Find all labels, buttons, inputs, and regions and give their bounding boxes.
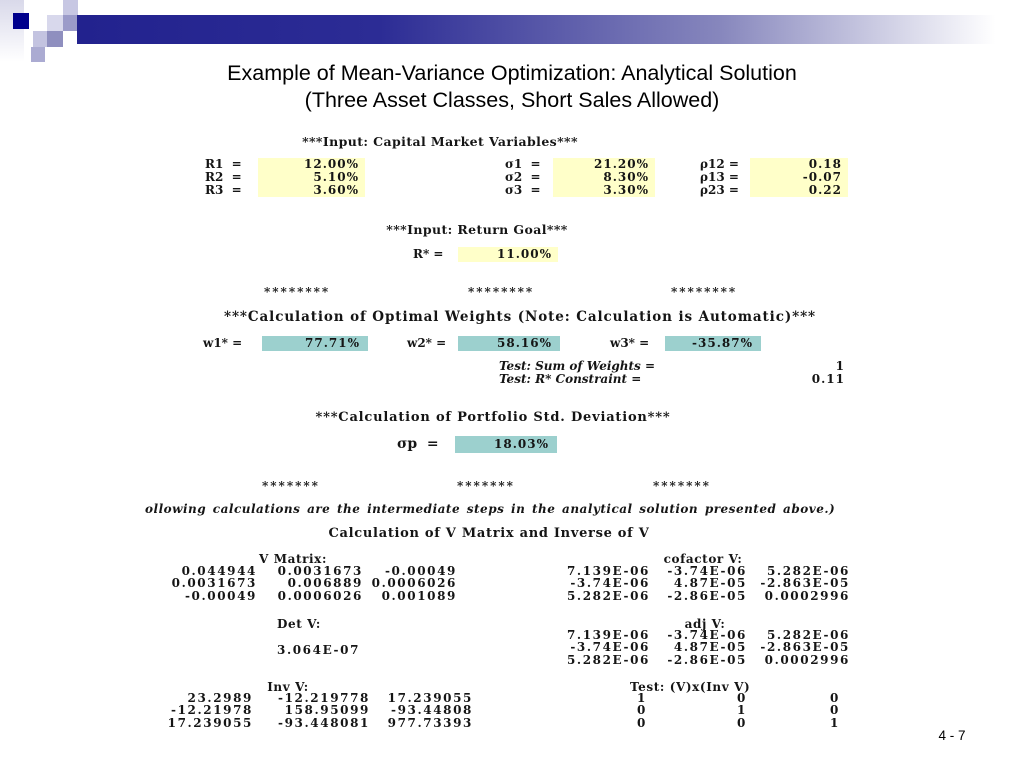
v-matrix-title: V Matrix: (259, 552, 327, 566)
matrix-cell: -2.863E-05 (760, 576, 850, 591)
matrix-cell: 7.139E-06 (566, 564, 650, 578)
std-dev-row (397, 436, 557, 453)
input-cell-sigma1: 21.20% (553, 158, 655, 171)
matrix-cell: 0 (737, 691, 747, 705)
matrix-cell: 0 (830, 703, 840, 718)
input-row-r3 (205, 184, 365, 197)
matrix-cell: 5.282E-06 (766, 628, 850, 642)
title-line-2: (Three Asset Classes, Short Sales Allowed) (304, 88, 720, 112)
v-matrix-grid (152, 565, 457, 602)
matrix-cell: 0.0031673 (277, 564, 363, 578)
cell-label: w1* = (203, 336, 243, 350)
matrix-cell: -2.86E-05 (667, 652, 747, 667)
input-cell-r2: 5.10% (258, 171, 365, 184)
matrix-cell: -3.74E-06 (667, 628, 747, 642)
cell-label: ρ13 = (700, 170, 739, 184)
inv-v-title: Inv V: (267, 680, 309, 694)
matrix-cell: -0.00049 (184, 588, 257, 603)
matrix-cell: -2.86E-05 (667, 588, 747, 603)
page-number: 4 - 7 (938, 728, 966, 743)
matrix-cell: 977.73393 (387, 715, 473, 730)
matrix-cell: 0 (637, 715, 647, 730)
det-v-value: 3.064E-07 (277, 643, 361, 657)
input-cell-r1: 12.00% (258, 158, 365, 171)
cofactor-matrix-title: cofactor V: (663, 552, 743, 566)
separator-asterisks: ******** (264, 285, 331, 299)
result-cell-w1: 77.71% (262, 336, 368, 351)
matrix-cell: 0.0002996 (764, 588, 850, 603)
cell-label: σ1 = (505, 157, 541, 171)
weight-row-w3 (610, 336, 761, 351)
matrix-cell: 5.282E-06 (566, 652, 650, 667)
matrix-cell: 0.0002996 (764, 652, 850, 667)
matrix-cell: -93.448081 (278, 715, 370, 730)
cell-label: w2* = (407, 336, 447, 350)
matrix-cell: 0.0006026 (371, 576, 457, 591)
matrix-cell: -3.74E-06 (667, 564, 747, 578)
cell-label: ρ12 = (700, 157, 739, 171)
inv-v-grid (148, 692, 473, 729)
cell-label: ρ23 = (700, 183, 739, 197)
input-cell-sigma3: 3.30% (553, 184, 655, 197)
cell-label: σ2 = (505, 170, 541, 184)
matrix-cell: -12.21978 (170, 703, 253, 718)
matrix-cell: 0 (637, 703, 647, 718)
matrix-cell: 0.0006026 (277, 588, 363, 603)
input-cell-rho12: 0.18 (750, 158, 848, 171)
test-sum-of-weights-value: 1 (835, 359, 845, 373)
matrix-cell: 0.0031673 (171, 576, 257, 591)
matrix-cell: 4.87E-05 (673, 576, 747, 591)
cell-label: R1 = (205, 157, 242, 171)
matrix-cell: -0.00049 (384, 564, 457, 578)
weight-row-w2 (407, 336, 560, 351)
input-row-sigma3 (505, 184, 655, 197)
matrix-cell: 5.282E-06 (766, 564, 850, 578)
matrix-cell: 17.239055 (167, 715, 253, 730)
matrix-cell: 5.282E-06 (566, 588, 650, 603)
test-rstar-constraint-value: 0.11 (811, 372, 845, 386)
separator-asterisks: ******** (468, 285, 535, 299)
adj-v-title: adj V: (684, 617, 726, 631)
section-header-std-dev: ***Calculation of Portfolio Std. Deviation*** (315, 410, 671, 425)
intermediate-steps-note: ollowing calculations are the intermediate steps in the analytical solution presented above.) (145, 502, 836, 516)
matrix-cell: 0.044944 (181, 564, 257, 578)
input-cell-rho23: 0.22 (750, 184, 848, 197)
result-cell-sigma-p: 18.03% (455, 436, 557, 453)
identity-test-title: Test: (V)x(Inv V) (630, 680, 751, 694)
matrix-cell: 0 (830, 691, 840, 705)
cell-label: R* = (413, 247, 444, 261)
matrix-cell: -3.74E-06 (570, 640, 650, 655)
cell-label: R3 = (205, 183, 242, 197)
matrix-cell: 0 (737, 715, 747, 730)
matrix-cell: 0.001089 (381, 588, 457, 603)
matrix-cell: 7.139E-06 (566, 628, 650, 642)
separator-asterisks: ******** (671, 285, 738, 299)
weight-row-w1 (203, 336, 368, 351)
section-header-v-matrix: Calculation of V Matrix and Inverse of V (328, 526, 650, 541)
section-header-weights: ***Calculation of Optimal Weights (Note: Calculation is Automatic)*** (224, 309, 816, 325)
section-header-cmv: ***Input: Capital Market Variables*** (302, 134, 578, 149)
matrix-cell: 17.239055 (387, 691, 473, 705)
matrix-cell: -93.44808 (390, 703, 473, 718)
result-cell-w3: -35.87% (665, 336, 761, 351)
identity-test-grid (547, 692, 840, 729)
input-cell-rstar: 11.00% (458, 247, 558, 262)
matrix-cell: 1 (830, 715, 840, 730)
input-cell-sigma2: 8.30% (553, 171, 655, 184)
matrix-cell: 1 (737, 703, 747, 718)
input-row-rho23 (700, 184, 848, 197)
test-sum-of-weights-label: Test: Sum of Weights = (499, 359, 656, 373)
input-cell-r3: 3.60% (258, 184, 365, 197)
matrix-cell: 1 (637, 691, 647, 705)
det-v-title: Det V: (277, 617, 321, 631)
cell-label: σ3 = (505, 183, 541, 197)
adj-v-grid (545, 629, 850, 666)
cell-label: R2 = (205, 170, 242, 184)
cell-label: σp = (397, 436, 439, 452)
matrix-cell: 158.95099 (284, 703, 370, 718)
cofactor-matrix-grid (545, 565, 850, 602)
matrix-cell: -2.863E-05 (760, 640, 850, 655)
test-rstar-constraint-label: Test: R* Constraint = (499, 372, 642, 386)
matrix-cell: -12.219778 (278, 691, 370, 705)
separator-asterisks: ******* (457, 479, 515, 493)
cell-label: w3* = (610, 336, 650, 350)
title-line-1: Example of Mean-Variance Optimization: Analytical Solution (227, 61, 797, 85)
input-cell-rho13: -0.07 (750, 171, 848, 184)
separator-asterisks: ******* (653, 479, 711, 493)
matrix-cell: 4.87E-05 (673, 640, 747, 655)
result-cell-w2: 58.16% (458, 336, 560, 351)
matrix-cell: 0.006889 (287, 576, 363, 591)
matrix-cell: -3.74E-06 (570, 576, 650, 591)
matrix-cell: 23.2989 (187, 691, 253, 705)
section-header-return-goal: ***Input: Return Goal*** (386, 222, 568, 237)
separator-asterisks: ******* (262, 479, 320, 493)
input-row-rstar (413, 247, 558, 262)
